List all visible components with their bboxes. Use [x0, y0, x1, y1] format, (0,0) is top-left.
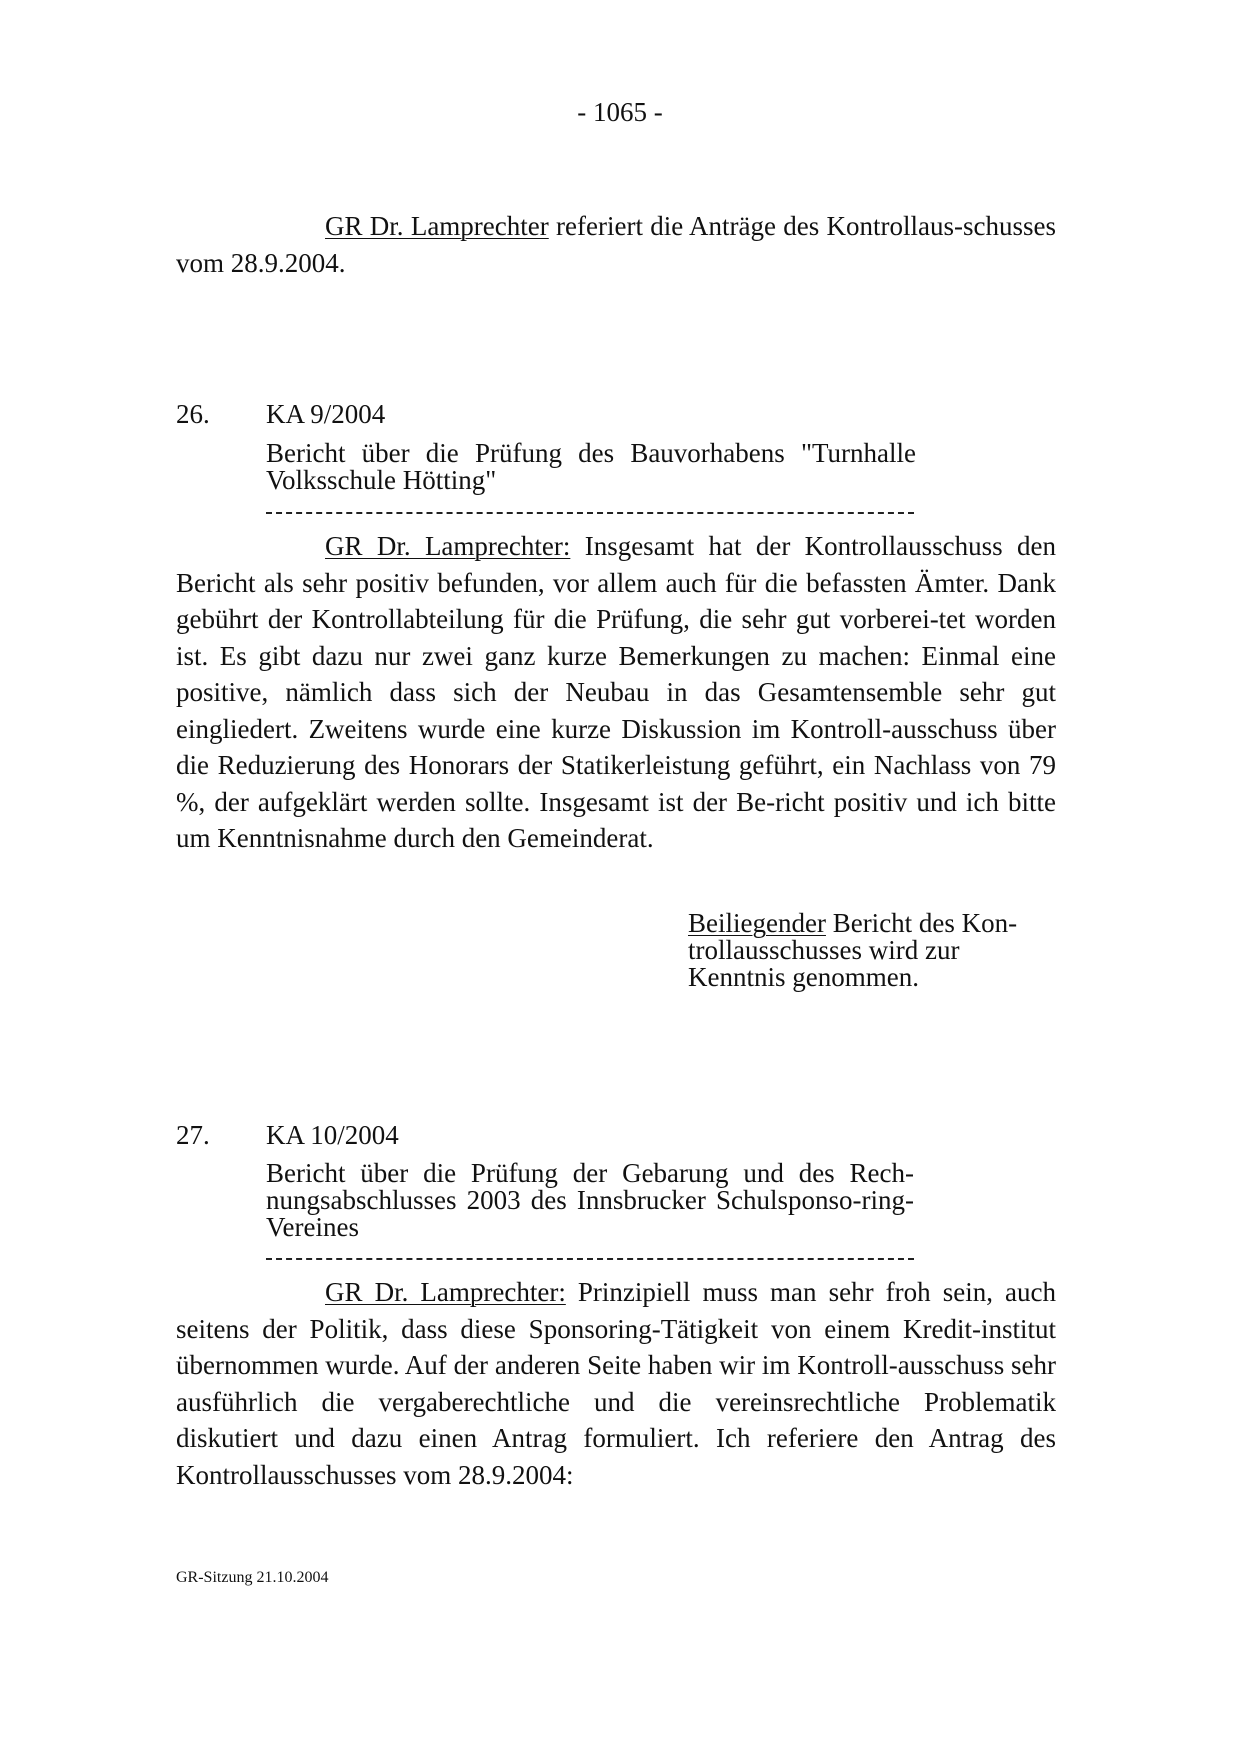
item-26-number: 26.	[176, 399, 210, 429]
page-footer: GR-Sitzung 21.10.2004	[176, 1569, 329, 1586]
item-27-title: Bericht über die Prüfung der Gebarung und des Rech-nungsabschlusses 2003 des Innsbrucker Schulsponso-ring-Vereines	[266, 1158, 914, 1242]
item-26-text: Insgesamt hat der Kontrollausschuss den Bericht als sehr positiv befunden, vor allem auch für die befassten Ämter. Dank gebührt der Kontrollabteilung für die Prüfung, die sehr gut vorberei-tet worden ist. Es gibt dazu nur zwei ganz kurze Bemerkungen zu machen: Einmal eine positive, nämlich dass sich der Neubau in das Gesamtensemble sehr gut eingliedert. Zweitens wurde eine kurze Diskussion im Kontroll-ausschuss über die Reduzierung des Honorars der Statikerleistung geführt, ein Nachlass von 79 %, der aufgeklärt werden sollte. Insgesamt ist der Be-richt positiv und ich bitte um Kenntnisnahme durch den Gemeinderat.	[176, 531, 1056, 853]
page-number: - 1065 -	[577, 97, 663, 127]
intro-speaker: GR Dr. Lamprechter	[325, 211, 549, 241]
item-27-code: KA 10/2004	[266, 1120, 399, 1150]
item-27-speaker: GR Dr. Lamprechter:	[325, 1277, 566, 1307]
intro-text: referiert die Anträge des Kontrollaus-schusses vom 28.9.2004.	[176, 211, 1057, 278]
item-26-resolution-keyword: Beiliegender	[688, 908, 826, 938]
item-26-divider	[266, 512, 914, 514]
item-26-code: KA 9/2004	[266, 399, 386, 429]
item-26-speaker: GR Dr. Lamprechter:	[325, 531, 571, 561]
item-27-number: 27.	[176, 1120, 210, 1150]
item-27-divider	[266, 1258, 914, 1260]
item-27-text: Prinzipiell muss man sehr froh sein, auch seitens der Politik, dass diese Sponsoring-Tätigkeit von einem Kredit-institut übernommen wurde. Auf der anderen Seite haben wir im Kontroll-ausschuss sehr ausführlich die vergaberechtliche und die vereinsrechtliche Problematik diskutiert und dazu einen Antrag formuliert. Ich referiere den Antrag des Kontrollausschusses vom 28.9.2004:	[176, 1277, 1056, 1490]
item-26-title: Bericht über die Prüfung des Bauvorhabens "Turnhalle Volksschule Hötting"	[266, 438, 916, 495]
intro-paragraph	[176, 208, 1056, 281]
item-27-paragraph	[176, 1274, 1056, 1493]
item-26-resolution-text: Bericht des Kon-trollausschusses wird zur Kenntnis genommen.	[688, 908, 1018, 992]
item-26-resolution	[688, 910, 1056, 991]
item-26-paragraph	[176, 528, 1056, 857]
